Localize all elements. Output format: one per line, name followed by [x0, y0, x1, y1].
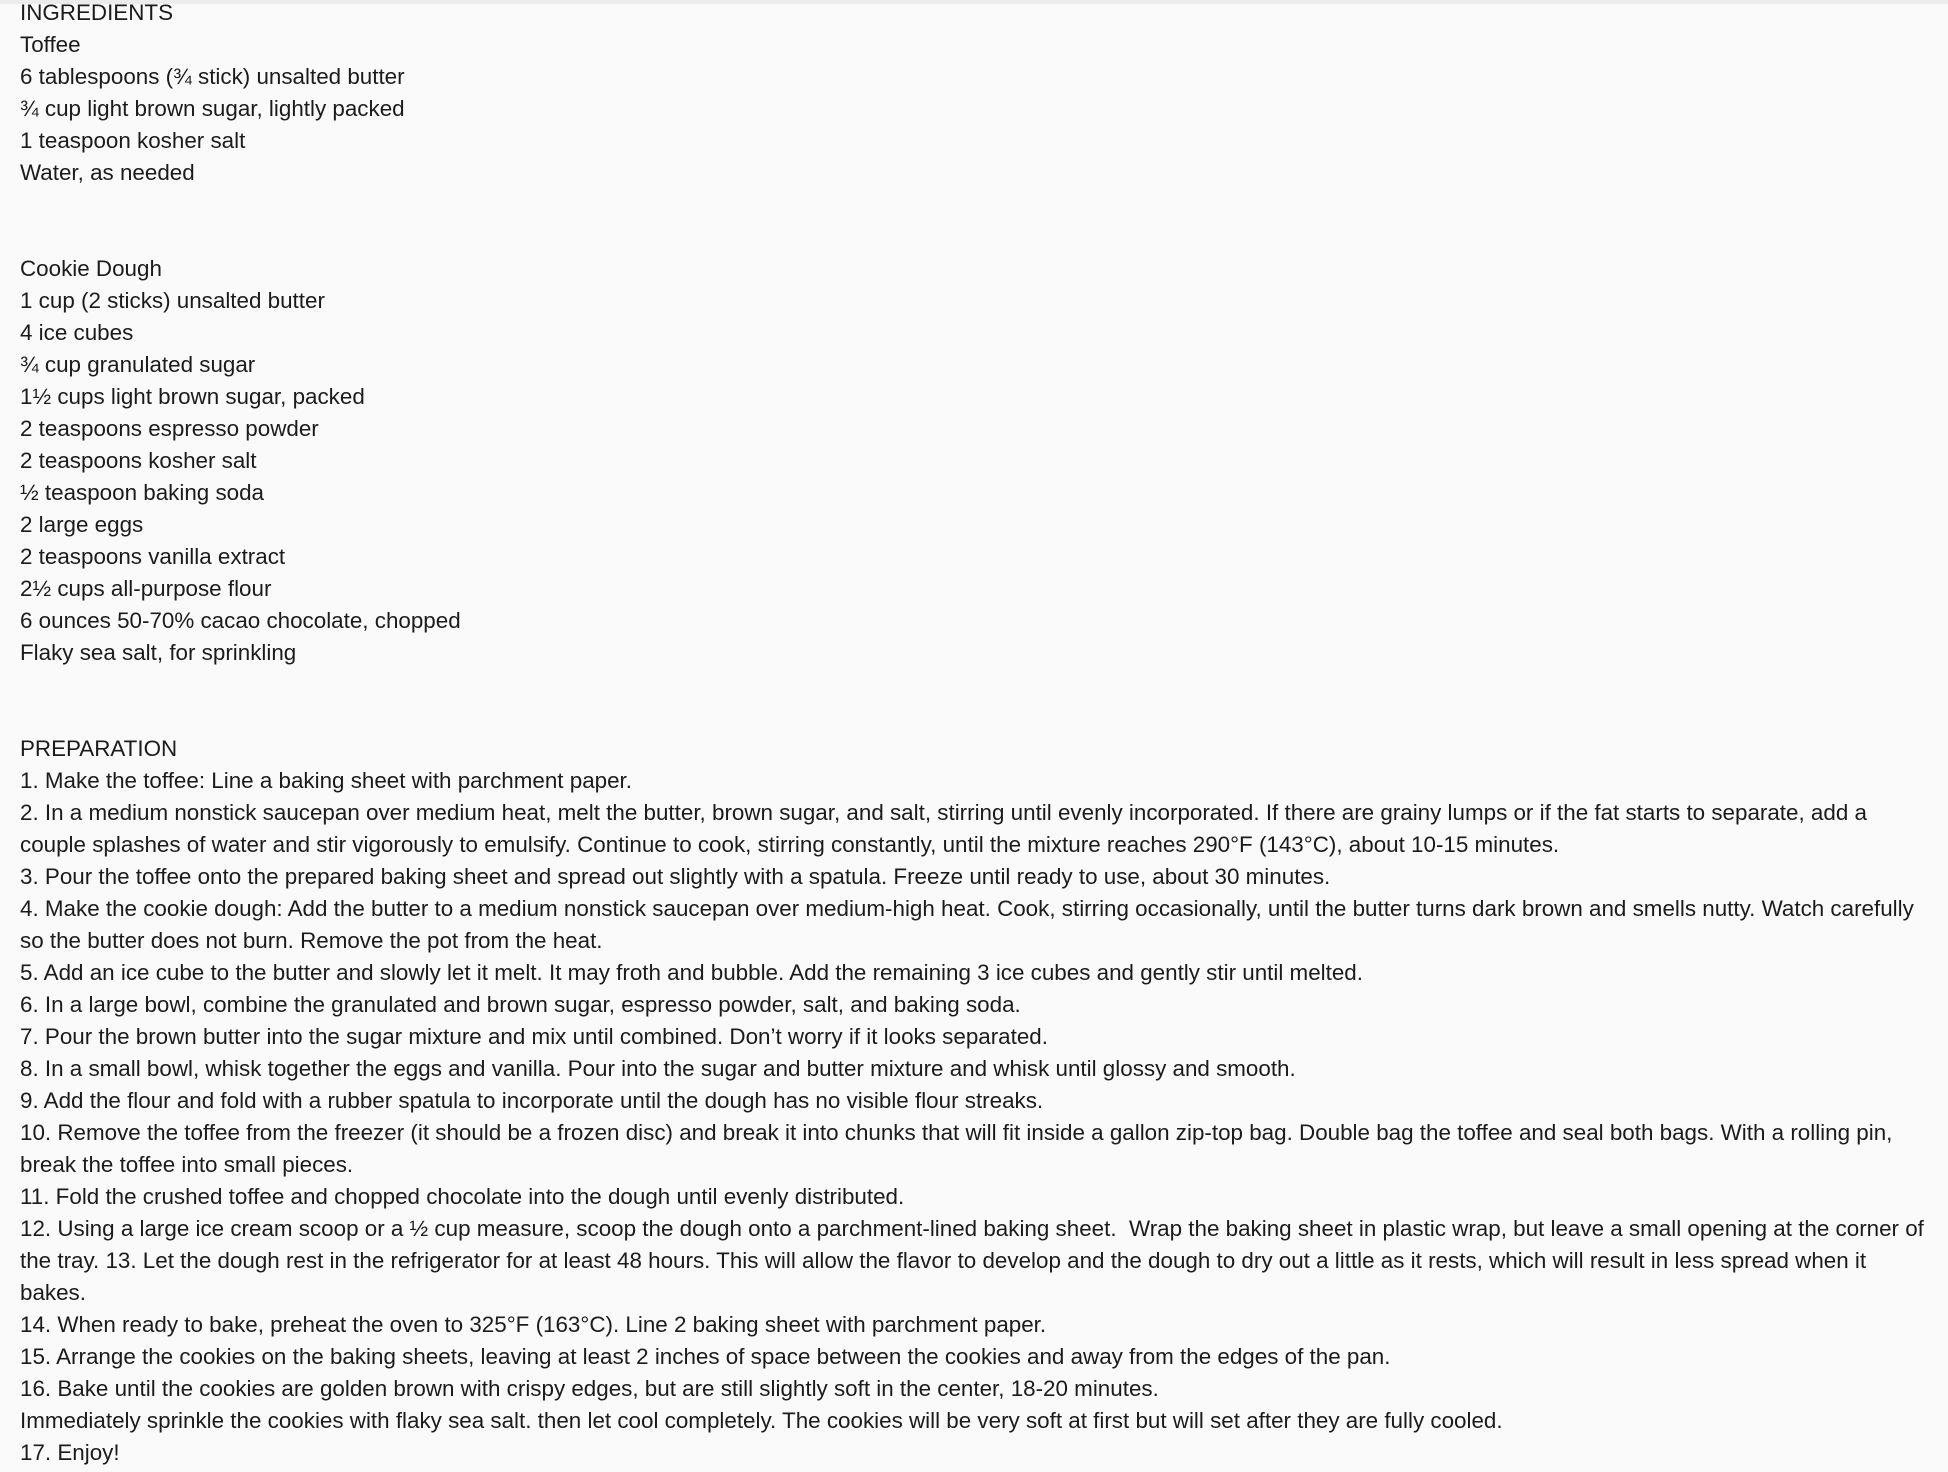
ingredient-item: Water, as needed	[20, 160, 195, 185]
ingredient-item: ½ teaspoon baking soda	[20, 480, 265, 505]
ingredient-item: 4 ice cubes	[20, 320, 134, 345]
preparation-section	[20, 733, 1932, 1469]
preparation-step: 7. Pour the brown butter into the sugar mixture and mix until combined. Don’t worry if it looks separated.	[20, 1024, 1048, 1049]
preparation-step: Immediately sprinkle the cookies with flaky sea salt. then let cool completely. The cookies will be very soft at first but will set after they are fully cooled.	[20, 1408, 1503, 1433]
section-spacer	[20, 669, 1932, 733]
ingredient-item: 2 teaspoons vanilla extract	[20, 544, 286, 569]
ingredient-item: 1½ cups light brown sugar, packed	[20, 384, 365, 409]
preparation-heading: PREPARATION	[20, 736, 178, 761]
preparation-step: 15. Arrange the cookies on the baking sheets, leaving at least 2 inches of space between the cookies and away from the edges of the pan.	[20, 1344, 1391, 1369]
preparation-step: 4. Make the cookie dough: Add the butter to a medium nonstick saucepan over medium-high heat. Cook, stirring occasionally, until the butter turns dark brown and smells nutty. Watch carefully so the butter does not burn. Remove the pot from the heat.	[20, 896, 1921, 953]
ingredients-heading: INGREDIENTS	[20, 0, 174, 25]
toffee-section	[20, 29, 1932, 189]
preparation-step: 12. Using a large ice cream scoop or a ½ cup measure, scoop the dough onto a parchment-lined baking sheet. Wrap the baking sheet in plastic wrap, but leave a small opening at the corner of the tray. 13. Let the dough rest in the refrigerator for at least 48 hours. This will allow the flavor to develop and the dough to dry out a little as it rests, which will result in less spread when it bakes.	[20, 1216, 1931, 1305]
recipe-document	[20, 0, 1932, 1469]
ingredient-item: 2 teaspoons espresso powder	[20, 416, 319, 441]
ingredient-item: 2 large eggs	[20, 512, 144, 537]
preparation-step: 16. Bake until the cookies are golden brown with crispy edges, but are still slightly soft in the center, 18-20 minutes.	[20, 1376, 1159, 1401]
preparation-step: 14. When ready to bake, preheat the oven to 325°F (163°C). Line 2 baking sheet with parchment paper.	[20, 1312, 1047, 1337]
preparation-step: 10. Remove the toffee from the freezer (it should be a frozen disc) and break it into chunks that will fit inside a gallon zip-top bag. Double bag the toffee and seal both bags. With a rolling pin, break the toffee into small pieces.	[20, 1120, 1899, 1177]
ingredient-item: 6 ounces 50-70% cacao chocolate, chopped	[20, 608, 461, 633]
ingredient-item: 2½ cups all-purpose flour	[20, 576, 272, 601]
cookie-dough-section	[20, 253, 1932, 669]
section-spacer	[20, 189, 1932, 253]
preparation-step: 5. Add an ice cube to the butter and slowly let it melt. It may froth and bubble. Add the remaining 3 ice cubes and gently stir until melted.	[20, 960, 1363, 985]
ingredient-item: 2 teaspoons kosher salt	[20, 448, 257, 473]
preparation-step: 6. In a large bowl, combine the granulated and brown sugar, espresso powder, salt, and baking soda.	[20, 992, 1021, 1017]
preparation-step: 1. Make the toffee: Line a baking sheet with parchment paper.	[20, 768, 632, 793]
cookie-dough-title: Cookie Dough	[20, 256, 162, 281]
ingredient-item: 1 teaspoon kosher salt	[20, 128, 246, 153]
ingredient-item: ¾ cup granulated sugar	[20, 352, 256, 377]
ingredient-item: ¾ cup light brown sugar, lightly packed	[20, 96, 405, 121]
preparation-step: 2. In a medium nonstick saucepan over medium heat, melt the butter, brown sugar, and salt, stirring until evenly incorporated. If there are grainy lumps or if the fat starts to separate, add a couple splashes of water and stir vigorously to emulsify. Continue to cook, stirring constantly, until the mixture reaches 290°F (143°C), about 10-15 minutes.	[20, 800, 1874, 857]
preparation-step: 17. Enjoy!	[20, 1440, 120, 1465]
preparation-step: 9. Add the flour and fold with a rubber spatula to incorporate until the dough has no visible flour streaks.	[20, 1088, 1044, 1113]
ingredient-item: 6 tablespoons (¾ stick) unsalted butter	[20, 64, 405, 89]
toffee-title: Toffee	[20, 32, 81, 57]
preparation-step: 8. In a small bowl, whisk together the eggs and vanilla. Pour into the sugar and butter mixture and whisk until glossy and smooth.	[20, 1056, 1296, 1081]
preparation-step: 3. Pour the toffee onto the prepared baking sheet and spread out slightly with a spatula. Freeze until ready to use, about 30 minutes.	[20, 864, 1331, 889]
preparation-step: 11. Fold the crushed toffee and chopped chocolate into the dough until evenly distributed.	[20, 1184, 905, 1209]
ingredient-item: Flaky sea salt, for sprinkling	[20, 640, 297, 665]
ingredient-item: 1 cup (2 sticks) unsalted butter	[20, 288, 325, 313]
